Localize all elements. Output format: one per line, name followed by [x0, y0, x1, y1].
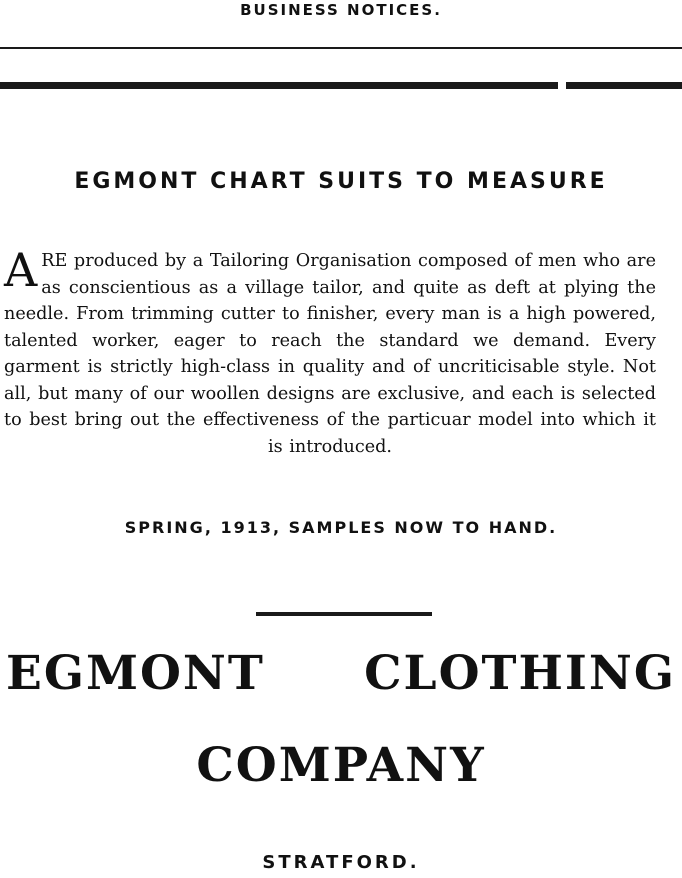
company-name-word2: CLOTHING [364, 646, 676, 701]
ad-headline: EGMONT CHART SUITS TO MEASURE [74, 169, 608, 194]
header-rule-thin [0, 47, 682, 49]
company-name-word1: EGMONT [6, 646, 265, 701]
section-header: BUSINESS NOTICES. [240, 1, 442, 19]
samples-notice: SPRING, 1913, SAMPLES NOW TO HAND. [124, 518, 558, 537]
company-name-line2: COMPANY [196, 738, 486, 793]
ad-body-text: RE produced by a Tailoring Organisation composed of men who are as conscientious as a village tailor, and quite as deft at plying the needle. From trimming cutter to finisher, every man is a high powered, talented worker, eager to reach the standard we demand. Every garment is strictly high-class in quality and of uncriticisable style. Not all, but many of our woollen designs are exclusive, and each is selected to best bring out the effectiveness of the particuar model into which it is introduced. [4, 251, 656, 457]
location: STRATFORD. [262, 852, 420, 873]
company-name-line1 [6, 646, 676, 701]
header-rule-gap [558, 82, 566, 89]
drop-cap: A [4, 243, 38, 297]
divider-rule [256, 612, 432, 616]
header-rule-thick [0, 82, 682, 89]
ad-body [4, 243, 656, 460]
